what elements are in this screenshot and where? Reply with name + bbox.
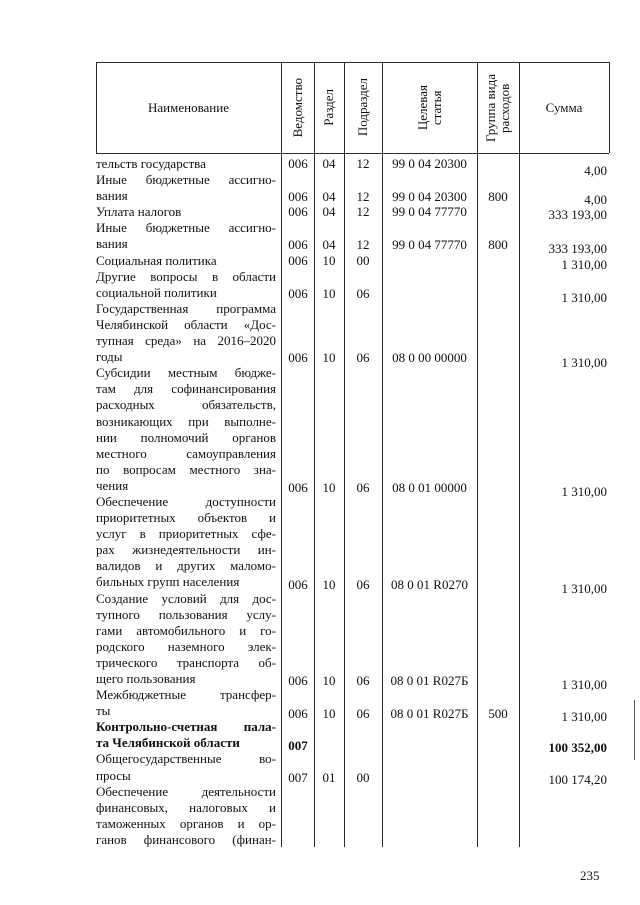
name-line: Обеспечение доступности <box>96 493 276 509</box>
name-line: Субсидии местным бюдже- <box>96 365 276 381</box>
cell-summa: 333 193,00 <box>548 207 607 222</box>
cell-gruppa: 500 <box>488 706 508 721</box>
cell-celevaya: 08 0 01 R027Б <box>390 673 469 688</box>
cell-podrazdel: 06 <box>356 577 370 592</box>
cell-razdel: 04 <box>322 237 336 252</box>
cell-razdel: 04 <box>322 204 336 219</box>
cell-vedomstvo: 006 <box>288 286 308 301</box>
header-razdel-text: Раздел <box>321 89 336 126</box>
name-column <box>96 156 276 848</box>
name-line: та Челябинской области <box>96 735 240 751</box>
name-line: Челябинской области «Дос- <box>96 316 276 332</box>
cell-podrazdel: 12 <box>356 189 370 204</box>
cell-podrazdel: 00 <box>356 253 370 268</box>
name-line: тельств государства <box>96 156 206 171</box>
name-line: тупного пользования услу- <box>96 606 276 622</box>
name-line: годы <box>96 349 123 365</box>
name-line: бильных групп населения <box>96 574 240 590</box>
column-divider <box>314 62 315 847</box>
cell-celevaya: 99 0 04 77770 <box>392 237 467 252</box>
header-bottom-border <box>96 153 609 154</box>
name-line: Социальная политика <box>96 252 217 268</box>
cell-podrazdel: 12 <box>356 237 370 252</box>
name-line: Создание условий для дос- <box>96 590 276 606</box>
name-line: рах жизнедеятельности ин- <box>96 542 276 558</box>
cell-summa: 4,00 <box>584 163 607 178</box>
cell-celevaya: 99 0 04 77770 <box>392 204 467 219</box>
header-podrazdel <box>344 62 382 153</box>
name-line: вания <box>96 236 128 252</box>
name-line: ганов финансового (финан- <box>96 831 276 847</box>
cell-razdel: 01 <box>322 770 336 785</box>
cell-vedomstvo: 006 <box>288 350 308 365</box>
header-summa <box>519 62 609 153</box>
name-line: чения <box>96 477 129 493</box>
column-divider <box>519 62 520 847</box>
name-line: услуг в приоритетных сфе- <box>96 526 276 542</box>
name-line: Государственная программа <box>96 300 276 316</box>
header-celevaya <box>382 62 477 153</box>
header-razdel <box>314 62 344 153</box>
cell-vedomstvo: 006 <box>288 706 308 721</box>
name-line: социальной политики <box>96 284 217 300</box>
cell-podrazdel: 06 <box>356 673 370 688</box>
cell-summa: 1 310,00 <box>561 257 607 272</box>
cell-vedomstvo: 007 <box>288 770 308 785</box>
header-gruppa-text: Группа вида расходов <box>483 73 512 142</box>
cell-vedomstvo: 006 <box>288 237 308 252</box>
cell-celevaya: 08 0 01 R027Б <box>390 706 469 721</box>
cell-podrazdel: 06 <box>356 706 370 721</box>
name-line: тупная среда» на 2016–2020 <box>96 333 276 349</box>
cell-podrazdel: 06 <box>356 480 370 495</box>
name-line: Контрольно-счетная пала- <box>96 719 276 735</box>
cell-gruppa: 800 <box>488 189 508 204</box>
cell-vedomstvo: 006 <box>288 156 308 171</box>
cell-razdel: 04 <box>322 189 336 204</box>
cell-podrazdel: 06 <box>356 350 370 365</box>
name-line: родского наземного элек- <box>96 638 276 654</box>
column-divider <box>281 62 282 847</box>
cell-celevaya: 08 0 01 00000 <box>392 480 467 495</box>
cell-podrazdel: 06 <box>356 286 370 301</box>
cell-razdel: 10 <box>322 350 336 365</box>
header-name <box>96 62 281 153</box>
name-line: гами автомобильного и го- <box>96 622 276 638</box>
name-line: расходных обязательств, <box>96 397 276 413</box>
cell-celevaya: 08 0 01 R0270 <box>391 577 468 592</box>
cell-razdel: 10 <box>322 480 336 495</box>
name-line: таможенных органов и ор- <box>96 815 276 831</box>
column-divider <box>344 62 345 847</box>
cell-summa: 1 310,00 <box>561 484 607 499</box>
cell-podrazdel: 12 <box>356 204 370 219</box>
cell-razdel: 04 <box>322 156 336 171</box>
cell-summa: 4,00 <box>584 192 607 207</box>
name-line: финансовых, налоговых и <box>96 799 276 815</box>
name-line: щего пользования <box>96 671 196 686</box>
name-line: трического транспорта об- <box>96 654 276 670</box>
name-line: ты <box>96 703 111 719</box>
header-podrazdel-text: Подраздел <box>355 78 370 137</box>
cell-podrazdel: 00 <box>356 770 370 785</box>
cell-summa: 333 193,00 <box>548 241 607 256</box>
header-vedomstvo <box>282 62 314 153</box>
header-celevaya-text: Целевая статья <box>414 84 444 131</box>
cell-summa: 1 310,00 <box>561 355 607 370</box>
header-gruppa <box>477 62 519 153</box>
name-line: местного самоуправления <box>96 445 276 461</box>
column-divider <box>382 62 383 847</box>
name-line: возникающих при выполне- <box>96 413 276 429</box>
cell-summa: 1 310,00 <box>561 709 607 724</box>
name-line: Другие вопросы в области <box>96 268 276 284</box>
name-line: Обеспечение деятельности <box>96 783 276 799</box>
name-line: валидов и других маломо- <box>96 558 276 574</box>
cell-vedomstvo: 006 <box>288 189 308 204</box>
name-line: просы <box>96 767 131 783</box>
cell-summa: 1 310,00 <box>561 290 607 305</box>
header-summa-text: Сумма <box>545 99 583 115</box>
name-line: Межбюджетные трансфер- <box>96 687 276 703</box>
cell-podrazdel: 12 <box>356 156 370 171</box>
header-name-text: Наименование <box>148 99 229 115</box>
cell-vedomstvo: 006 <box>288 480 308 495</box>
cell-celevaya: 08 0 00 00000 <box>392 350 467 365</box>
margin-mark <box>634 700 635 760</box>
cell-summa: 100 352,00 <box>548 740 607 755</box>
cell-summa: 1 310,00 <box>561 581 607 596</box>
name-line: по вопросам местного зна- <box>96 461 276 477</box>
cell-vedomstvo: 007 <box>288 738 308 753</box>
cell-summa: 100 174,20 <box>548 772 607 787</box>
name-line: Иные бюджетные ассигно- <box>96 220 276 236</box>
cell-vedomstvo: 006 <box>288 204 308 219</box>
name-line: Общегосударственные во- <box>96 751 276 767</box>
cell-gruppa: 800 <box>488 237 508 252</box>
name-line: нии полномочий органов <box>96 429 276 445</box>
column-divider <box>609 62 610 153</box>
cell-razdel: 10 <box>322 286 336 301</box>
name-line: приоритетных объектов и <box>96 510 276 526</box>
cell-razdel: 10 <box>322 253 336 268</box>
cell-vedomstvo: 006 <box>288 253 308 268</box>
header-vedomstvo-text: Ведомство <box>290 77 305 138</box>
name-line: там для софинансирования <box>96 381 276 397</box>
name-line: вания <box>96 188 128 204</box>
name-line: Уплата налогов <box>96 204 182 220</box>
cell-vedomstvo: 006 <box>288 577 308 592</box>
column-divider <box>477 62 478 847</box>
cell-celevaya: 99 0 04 20300 <box>392 156 467 171</box>
cell-razdel: 10 <box>322 673 336 688</box>
cell-razdel: 10 <box>322 577 336 592</box>
cell-razdel: 10 <box>322 706 336 721</box>
cell-summa: 1 310,00 <box>561 677 607 692</box>
page-number: 235 <box>580 868 600 883</box>
cell-celevaya: 99 0 04 20300 <box>392 189 467 204</box>
cell-vedomstvo: 006 <box>288 673 308 688</box>
name-line: Иные бюджетные ассигно- <box>96 172 276 188</box>
